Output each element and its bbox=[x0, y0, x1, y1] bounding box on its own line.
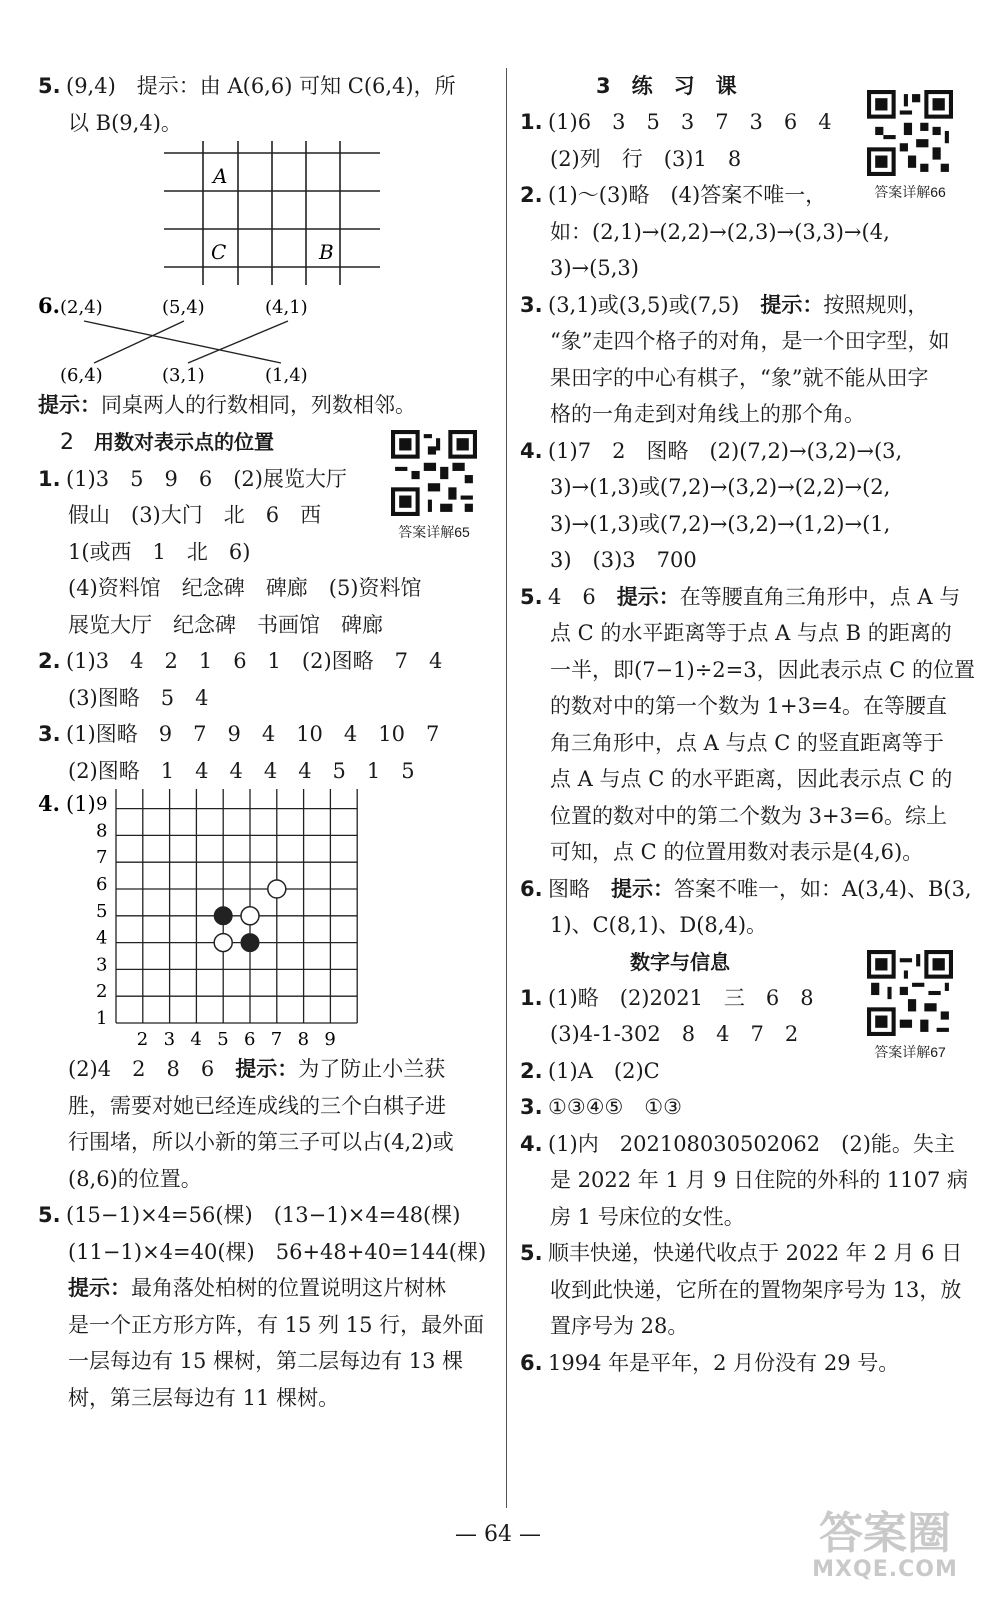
grid-label-a: A bbox=[213, 164, 228, 188]
white-stone bbox=[214, 934, 232, 952]
s2-q1-line3: 1(或西 1 北 6) bbox=[68, 539, 251, 564]
qr-label-67: 答案详解67 bbox=[874, 1043, 946, 1060]
d-q4-line1: 4. (1)内 202108030502062 (2)能。失主 bbox=[520, 1131, 955, 1156]
board-x-tick: 5 bbox=[217, 1029, 229, 1050]
r-q3-line2: “象”走四个格子的对角，是一个田字型，如 bbox=[550, 329, 950, 353]
board-y-tick: 1 bbox=[96, 1008, 108, 1029]
right-column bbox=[520, 68, 976, 1381]
r-q4-line3: 3)→(1,3)或(7,2)→(3,2)→(1,2)→(1, bbox=[550, 511, 891, 536]
num-6: 6. bbox=[38, 293, 60, 318]
r-q6-line1: 6. 图略 提示：答案不唯一，如：A(3,4)、B(3, bbox=[520, 876, 972, 901]
r-q6-line2: 1)、C(8,1)、D(8,4)。 bbox=[550, 913, 768, 937]
white-stone bbox=[268, 880, 286, 898]
watermark-logo: 答案圈 MXQE.COM bbox=[812, 1508, 958, 1582]
s2-q5-hint-line2: 是一个正方形方阵，有 15 列 15 行，最外面 bbox=[68, 1312, 485, 1337]
s2-q4-line4: (8,6)的位置。 bbox=[68, 1166, 202, 1191]
board-x-tick: 2 bbox=[136, 1029, 149, 1050]
board-y-tick: 3 bbox=[96, 954, 108, 976]
qr-code-65[interactable] bbox=[378, 430, 490, 542]
left-q5: 5. (9,4) 提示：由 A(6,6) 可知 C(6,4)，所 bbox=[38, 74, 456, 98]
left-q6-hint: 提示：同桌两人的行数相同，列数相邻。 bbox=[38, 393, 416, 417]
qr-label-66: 答案详解66 bbox=[874, 184, 946, 200]
board-y-tick: 2 bbox=[96, 981, 108, 1003]
r-q1-line2: (2)列 行 (3)1 8 bbox=[550, 146, 742, 171]
d-q1-line1: 1. (1)略 (2)2021 三 6 8 bbox=[520, 985, 814, 1010]
r-q3-line3: 果田字的中心有棋子，“象”就不能从田字 bbox=[550, 365, 929, 390]
d-q5-line2: 收到此快递，它所在的置物架序号为 13，放 bbox=[550, 1277, 962, 1302]
left-column bbox=[38, 68, 500, 1416]
white-stone bbox=[241, 907, 259, 925]
qr-label-65: 答案详解65 bbox=[398, 523, 470, 540]
s2-q4-part2: (2)4 2 8 6 提示：为了防止小兰获 bbox=[68, 1057, 446, 1081]
board-x-tick: 3 bbox=[163, 1029, 176, 1050]
r-q4-line2: 3)→(1,3)或(7,2)→(3,2)→(2,2)→(2, bbox=[550, 475, 891, 499]
qr-icon bbox=[861, 950, 959, 1036]
r-q5-line8: 可知，点 C 的位置用数对表示是(4,6)。 bbox=[550, 840, 924, 864]
grid-label-c: C bbox=[211, 240, 227, 264]
s2-q3-line2: (2)图略 1 4 4 4 4 5 1 5 bbox=[68, 758, 415, 783]
qr-icon bbox=[385, 430, 483, 516]
r-q2-line1: 2. (1)～(3)略 (4)答案不唯一， bbox=[520, 183, 827, 207]
go-board-diagram bbox=[38, 789, 500, 1051]
section-4-title: 数字与信息 bbox=[630, 949, 730, 974]
r-q5-line3: 一半，即(7−1)÷2=3，因此表示点 C 的位置 bbox=[550, 657, 976, 682]
qr-code-67[interactable] bbox=[854, 950, 966, 1062]
section-3-title: 3 练 习 课 bbox=[596, 74, 737, 98]
match-bottom-2: (3,1) bbox=[162, 365, 205, 386]
page-number: — 64 — bbox=[455, 1522, 541, 1547]
board-y-tick: 6 bbox=[96, 874, 108, 895]
s2-q5-line1: 5. (15−1)×4=56(棵) (13−1)×4=48(棵) bbox=[38, 1203, 461, 1227]
board-y-tick: 7 bbox=[96, 847, 108, 869]
r-q4-line1: 4. (1)7 2 图略 (2)(7,2)→(3,2)→(3, bbox=[520, 438, 903, 463]
s2-q3-line1: 3. (1)图略 9 7 9 4 10 4 10 7 bbox=[38, 722, 440, 746]
match-top-2: (5,4) bbox=[162, 297, 205, 318]
d-q3: 3. ①③④⑤ ①③ bbox=[520, 1095, 682, 1119]
grid-diagram-abc bbox=[38, 141, 500, 291]
r-q5-line2: 点 C 的水平距离等于点 A 与点 B 的距离的 bbox=[550, 621, 952, 645]
match-bottom-1: (6,4) bbox=[60, 365, 103, 386]
board-y-tick: 8 bbox=[96, 820, 108, 842]
r-q5-line6: 点 A 与点 C 的水平距离，因此表示点 C 的 bbox=[550, 767, 953, 791]
d-q4-line2: 是 2022 年 1 月 9 日住院的外科的 1107 病 bbox=[550, 1168, 969, 1192]
board-y-tick: 5 bbox=[96, 900, 108, 922]
board-x-tick: 7 bbox=[270, 1029, 283, 1050]
d-q2: 2. (1)A (2)C bbox=[520, 1058, 660, 1083]
d-q5-line1: 5. 顺丰快递，快递代收点于 2022 年 2 月 6 日 bbox=[520, 1241, 963, 1265]
board-x-tick: 6 bbox=[244, 1029, 256, 1050]
s2-q4-line3: 行围堵，所以小新的第三子可以占(4,2)或 bbox=[68, 1130, 454, 1154]
black-stone bbox=[241, 934, 259, 952]
r-q5-line1: 5. 4 6 提示：在等腰直角三角形中，点 A 与 bbox=[520, 584, 961, 609]
num-4: 4. bbox=[38, 791, 60, 816]
r-q5-line5: 角三角形中，点 A 与点 C 的竖直距离等于 bbox=[550, 730, 944, 755]
d-q5-line3: 置序号为 28。 bbox=[550, 1314, 689, 1338]
d-q6: 6. 1994 年是平年，2 月份没有 29 号。 bbox=[520, 1350, 900, 1375]
s2-q2-line1: 2. (1)3 4 2 1 6 1 (2)图略 7 4 bbox=[38, 649, 443, 673]
r-q4-line4: 3) (3)3 700 bbox=[550, 548, 697, 572]
qr-icon bbox=[861, 90, 959, 176]
match-bottom-3: (1,4) bbox=[265, 365, 308, 386]
d-q4-line3: 房 1 号床位的女性。 bbox=[550, 1204, 745, 1229]
s2-q1-line1: 1. (1)3 5 9 6 (2)展览大厅 bbox=[38, 466, 347, 491]
s2-q5-hint: 提示：最角落处柏树的位置说明这片树林 bbox=[68, 1276, 446, 1300]
r-q1-line1: 1. (1)6 3 5 3 7 3 6 4 bbox=[520, 110, 832, 134]
board-x-tick: 8 bbox=[297, 1029, 310, 1050]
black-stone bbox=[214, 907, 232, 925]
qr-code-66[interactable] bbox=[854, 90, 966, 202]
s2-q5-line2: (11−1)×4=40(棵) 56+48+40=144(棵) bbox=[68, 1239, 487, 1264]
r-q3-line1: 3. (3,1)或(3,5)或(7,5) 提示：按照规则， bbox=[520, 292, 929, 317]
match-top-3: (4,1) bbox=[265, 297, 308, 318]
left-q5-cont: 以 B(9,4)。 bbox=[68, 110, 182, 135]
column-divider bbox=[506, 68, 507, 1508]
board-part-label: (1) bbox=[66, 792, 96, 816]
s2-q1-line4: (4)资料馆 纪念碑 碑廊 (5)资料馆 bbox=[68, 576, 422, 600]
r-q3-line4: 格的一角走到对角线上的那个角。 bbox=[550, 402, 865, 426]
section-2-title: 2 用数对表示点的位置 bbox=[60, 429, 274, 455]
board-x-tick: 9 bbox=[324, 1029, 336, 1050]
r-q5-line4: 的数对中的第一个数为 1+3=4。在等腰直 bbox=[550, 694, 947, 718]
r-q2-line3: 3)→(5,3) bbox=[550, 256, 639, 280]
s2-q2-line2: (3)图略 5 4 bbox=[68, 685, 209, 710]
s2-q1-line2: 假山 (3)大门 北 6 西 bbox=[68, 503, 322, 527]
r-q2-line2: 如：(2,1)→(2,2)→(2,3)→(3,3)→(4, bbox=[550, 219, 890, 244]
grid-label-b: B bbox=[319, 240, 334, 264]
board-y-tick: 9 bbox=[96, 793, 108, 815]
s2-q5-hint-line3: 一层每边有 15 棵树，第二层每边有 13 棵 bbox=[68, 1349, 464, 1373]
s2-q1-line5: 展览大厅 纪念碑 书画馆 碑廊 bbox=[68, 612, 383, 637]
board-y-tick: 4 bbox=[96, 927, 108, 949]
d-q1-line2: (3)4-1-302 8 4 7 2 bbox=[550, 1022, 799, 1046]
s2-q4-line2: 胜，需要对她已经连成线的三个白棋子进 bbox=[68, 1093, 446, 1118]
match-top-1: (2,4) bbox=[60, 297, 103, 318]
board-x-tick: 4 bbox=[190, 1029, 202, 1050]
r-q5-line7: 位置的数对中的第二个数为 3+3=6。综上 bbox=[550, 803, 947, 828]
s2-q5-hint-line4: 树，第三层每边有 11 棵树。 bbox=[68, 1385, 340, 1410]
matching-diagram bbox=[38, 291, 500, 387]
